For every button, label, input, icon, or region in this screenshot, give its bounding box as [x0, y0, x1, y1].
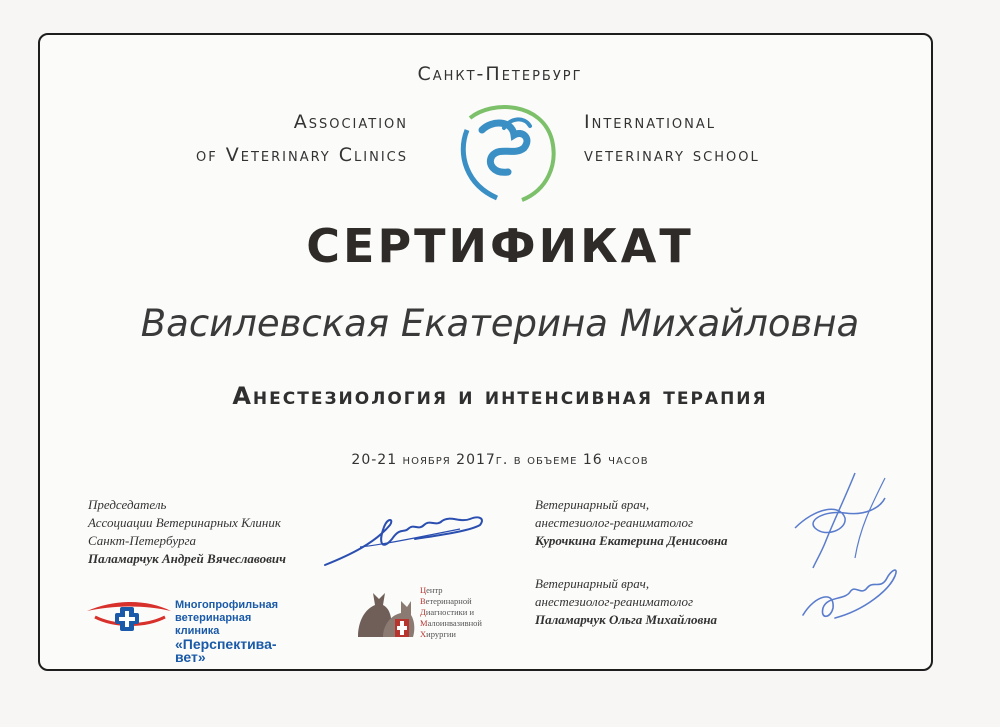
- school-line-1: International: [584, 111, 716, 133]
- school-line-2: veterinary school: [584, 144, 760, 166]
- clinic-name: [175, 599, 295, 664]
- center-logo-icon: [353, 585, 418, 640]
- center-name-line-1: Центр: [420, 585, 443, 595]
- clinic-name-line-1: Многопрофильная: [175, 599, 279, 611]
- recipient-name: Василевская Екатерина Михайловна: [140, 302, 860, 345]
- right-bottom-signatory-name: Паламарчук Ольга Михайловна: [535, 612, 718, 627]
- left-signatory-name: Паламарчук Андрей Вячеславович: [88, 551, 286, 566]
- association-line-2: of Veterinary Clinics: [195, 144, 408, 166]
- center-name-line-4: Малоинвазивной: [420, 618, 482, 628]
- right-bottom-signatory-role-2: анестезиолог-реаниматолог: [535, 594, 694, 609]
- left-signature-icon: [320, 505, 495, 575]
- school-logo-icon: [452, 100, 562, 205]
- center-name: [420, 585, 482, 640]
- center-name-line-3: Диагностики и: [420, 607, 475, 617]
- right-bottom-signature-icon: [795, 560, 905, 630]
- clinic-name-line-2: ветеринарная клиника: [175, 612, 252, 637]
- right-top-signatory-name: Курочкина Екатерина Денисовна: [535, 533, 728, 548]
- right-top-signatory-role-2: анестезиолог-реаниматолог: [535, 515, 694, 530]
- course-title: Анестезиология и интенсивная терапия: [232, 382, 768, 410]
- clinic-name-line-3: «Перспектива-вет»: [175, 636, 277, 665]
- certificate-title: СЕРТИФИКАТ: [306, 219, 694, 273]
- clinic-logo-icon: [85, 597, 173, 637]
- center-name-line-2: Ветеринарной: [420, 596, 472, 606]
- city-heading: Санкт-Петербург: [417, 63, 583, 85]
- right-bottom-signatory-role-1: Ветеринарный врач,: [535, 576, 650, 591]
- course-dates: 20-21 ноября 2017г. в объеме 16 часов: [351, 452, 649, 468]
- left-signatory-role-2: Ассоциации Ветеринарных Клиник: [88, 515, 281, 530]
- left-signatory: [88, 496, 286, 568]
- association-line-1: Association: [293, 111, 408, 133]
- right-top-signatory: [535, 496, 728, 550]
- right-top-signatory-role-1: Ветеринарный врач,: [535, 497, 650, 512]
- left-signatory-role-1: Председатель: [88, 497, 167, 512]
- right-bottom-signatory: [535, 575, 717, 629]
- left-signatory-role-3: Санкт-Петербурга: [88, 533, 197, 548]
- center-name-line-5: Хирургии: [420, 629, 456, 639]
